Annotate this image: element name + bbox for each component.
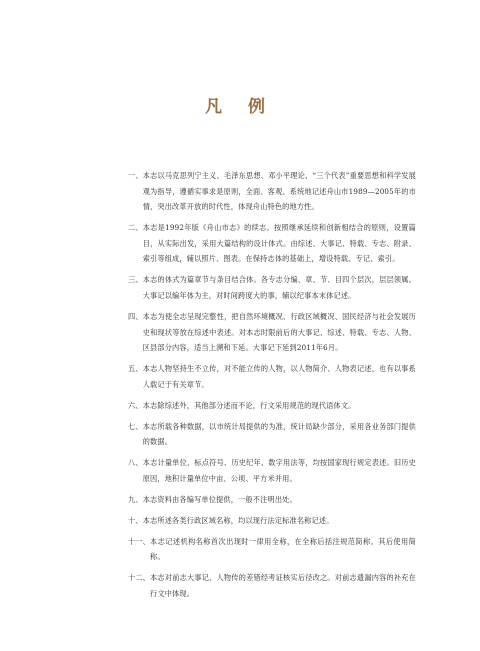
page-title: 凡 例 bbox=[205, 97, 275, 117]
list-item bbox=[128, 361, 416, 392]
item-number: 十二、 bbox=[128, 573, 151, 583]
item-number: 五、 bbox=[128, 364, 143, 374]
list-item bbox=[128, 398, 416, 414]
item-text: 本志对前志大事记、人物传的差错经考证核实后径改之。对前志遗漏内容的补充在行文中体现。 bbox=[150, 573, 416, 598]
item-text: 本志所述各类行政区域名称，均以现行法定标准名称记述。 bbox=[142, 515, 334, 525]
item-text: 本志除综述外，其他部分述而不论，行文采用规范的现代语体文。 bbox=[142, 400, 356, 410]
list-item bbox=[128, 419, 416, 450]
item-number: 八、 bbox=[128, 458, 143, 468]
list-item bbox=[128, 570, 416, 601]
list-item bbox=[128, 168, 416, 215]
item-number: 三、 bbox=[128, 275, 143, 285]
list-item bbox=[128, 513, 416, 529]
item-text: 本志是1992年版《舟山市志》的续志。按照继承延续和创新相结合的原则，设置篇目，从实际出发，采用大篇结构的设计体式。由综述、大事记、特载、专志、附录、索引等组成，辅以照片、图表。在保持志体的基础上，增设特载、专记、索引。 bbox=[142, 223, 416, 264]
item-number: 十一、 bbox=[128, 536, 151, 546]
item-text: 本志记述机构名称首次出现时一律用全称，在全称后括注规范简称。其后使用简称。 bbox=[150, 536, 416, 562]
item-number: 六、 bbox=[128, 400, 143, 410]
list-item bbox=[128, 220, 416, 267]
item-number: 四、 bbox=[128, 311, 143, 321]
list-item bbox=[128, 534, 416, 565]
list-item bbox=[128, 455, 416, 486]
list-item bbox=[128, 309, 416, 356]
item-text: 本志以马克思列宁主义、毛泽东思想、邓小平理论、“三个代表”重要思想和科学发展观为指导，遵循实事求是原则，全面、客观、系统地记述舟山市1989—2005年的市情，突出改革开放的时代性，体现舟山特色的地方性。 bbox=[142, 171, 416, 212]
item-number: 七、 bbox=[128, 421, 143, 431]
item-text: 本志资料由各编写单位提供，一般不注明出处。 bbox=[142, 494, 297, 504]
item-text: 本志的体式为篇章节与条目结合体。各专志分编、章、节、目四个层次，层层领属。大事记以编年体为主，对时间跨度大的事，辅以纪事本末体记述。 bbox=[142, 275, 416, 300]
guidelines-list bbox=[128, 168, 416, 607]
list-item bbox=[128, 492, 416, 508]
item-text: 本志人物坚持生不立传，对不能立传的人物，以人物简介、人物表记述，也有以事系人载记于有关章节。 bbox=[142, 364, 416, 389]
item-number: 九、 bbox=[128, 494, 143, 504]
item-number: 一、 bbox=[128, 171, 143, 180]
item-text: 本志计量单位、标点符号、历史纪年、数字用法等，均按国家现行规定表述。旧历史原因，地积计量单位中亩、公顷、平方米并用。 bbox=[142, 458, 416, 483]
item-text: 本志为使全志呈现完整性，把自然环境概况、行政区域概况、国民经济与社会发展历史和现状等放在综述中表述。对本志时限前后的大事记、综述、特载、专志、人物、区县部分内容，适当上溯和下延。大事记下延到2011年6月。 bbox=[142, 311, 416, 353]
list-item bbox=[128, 272, 416, 303]
item-number: 十、 bbox=[128, 515, 143, 525]
item-text: 本志所载各种数据，以市统计局提供的为准，统计局缺少部分，采用各业务部门提供的数据。 bbox=[142, 421, 416, 447]
item-number: 二、 bbox=[128, 223, 143, 233]
